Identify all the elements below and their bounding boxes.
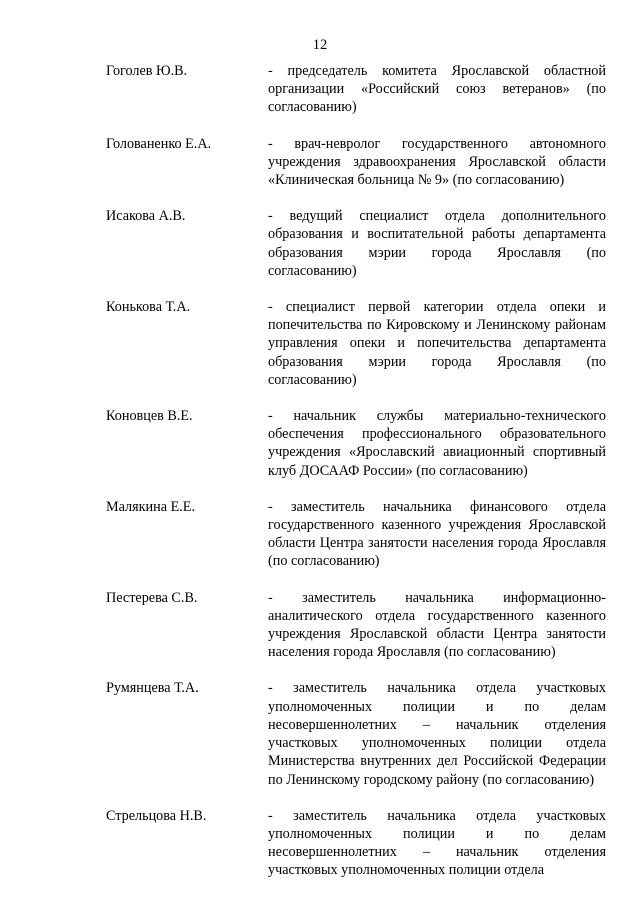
list-item: [106, 135, 606, 190]
list-item: [106, 807, 606, 880]
member-role: - заместитель начальника финансового отдела государственного казенного учреждения Ярославской области Центра занятости населения города Ярославля (по согласованию): [268, 498, 606, 570]
list-item: [106, 62, 606, 117]
list-item: [106, 207, 606, 280]
member-name: Малякина Е.Е.: [106, 498, 195, 515]
member-name: Исакова А.В.: [106, 208, 186, 225]
member-name: Стрельцова Н.В.: [106, 807, 207, 824]
list-item: [106, 298, 606, 389]
member-role: - заместитель начальника отдела участковых уполномоченных полиции и по делам несовершеннолетних – начальник отделения участковых уполномоченных полиции отдела: [268, 807, 606, 879]
member-role: - начальник службы материально-технического обеспечения профессионального образовательного учреждения «Ярославский авиационный спортивный клуб ДОСААФ России» (по согласованию): [268, 408, 606, 479]
member-list: [106, 62, 606, 898]
list-item: [106, 679, 606, 788]
member-role: - председатель комитета Ярославской областной организации «Российский союз ветеранов» (по согласованию): [268, 63, 606, 116]
member-name: Голованенко Е.А.: [106, 135, 212, 152]
member-role: - специалист первой категории отдела опеки и попечительства по Кировскому и Ленинскому районам управления опеки и попечительства департамента образования мэрии города Ярославля (по согласованию): [268, 299, 606, 388]
page-number: 12: [312, 37, 328, 53]
member-name: Гоголев Ю.В.: [106, 63, 188, 79]
member-role: - ведущий специалист отдела дополнительного образования и воспитательной работы департамента образования мэрии города Ярославля (по согласованию): [268, 208, 606, 279]
member-name: Пестерева С.В.: [106, 589, 198, 606]
member-role: - заместитель начальника отдела участковых уполномоченных полиции и по делам несовершеннолетних – начальник отделения участковых уполномоченных полиции отдела Министерства внутренних дел Российской Федерации по Ленинскому городскому району (по согласованию): [268, 680, 606, 788]
list-item: [106, 407, 606, 480]
member-role: - заместитель начальника информационно-аналитического отдела государственного казенного учреждения Ярославской области Центра занятости населения города Ярославля (по согласованию): [268, 589, 606, 661]
list-item: [106, 498, 606, 571]
member-name: Коновцев В.Е.: [106, 408, 193, 425]
member-name: Румянцева Т.А.: [106, 680, 199, 697]
member-role: - врач-невролог государственного автономного учреждения здравоохранения Ярославской области «Клиническая больница № 9» (по согласованию): [268, 135, 606, 189]
list-item: [106, 589, 606, 662]
member-name: Конькова Т.А.: [106, 299, 191, 316]
